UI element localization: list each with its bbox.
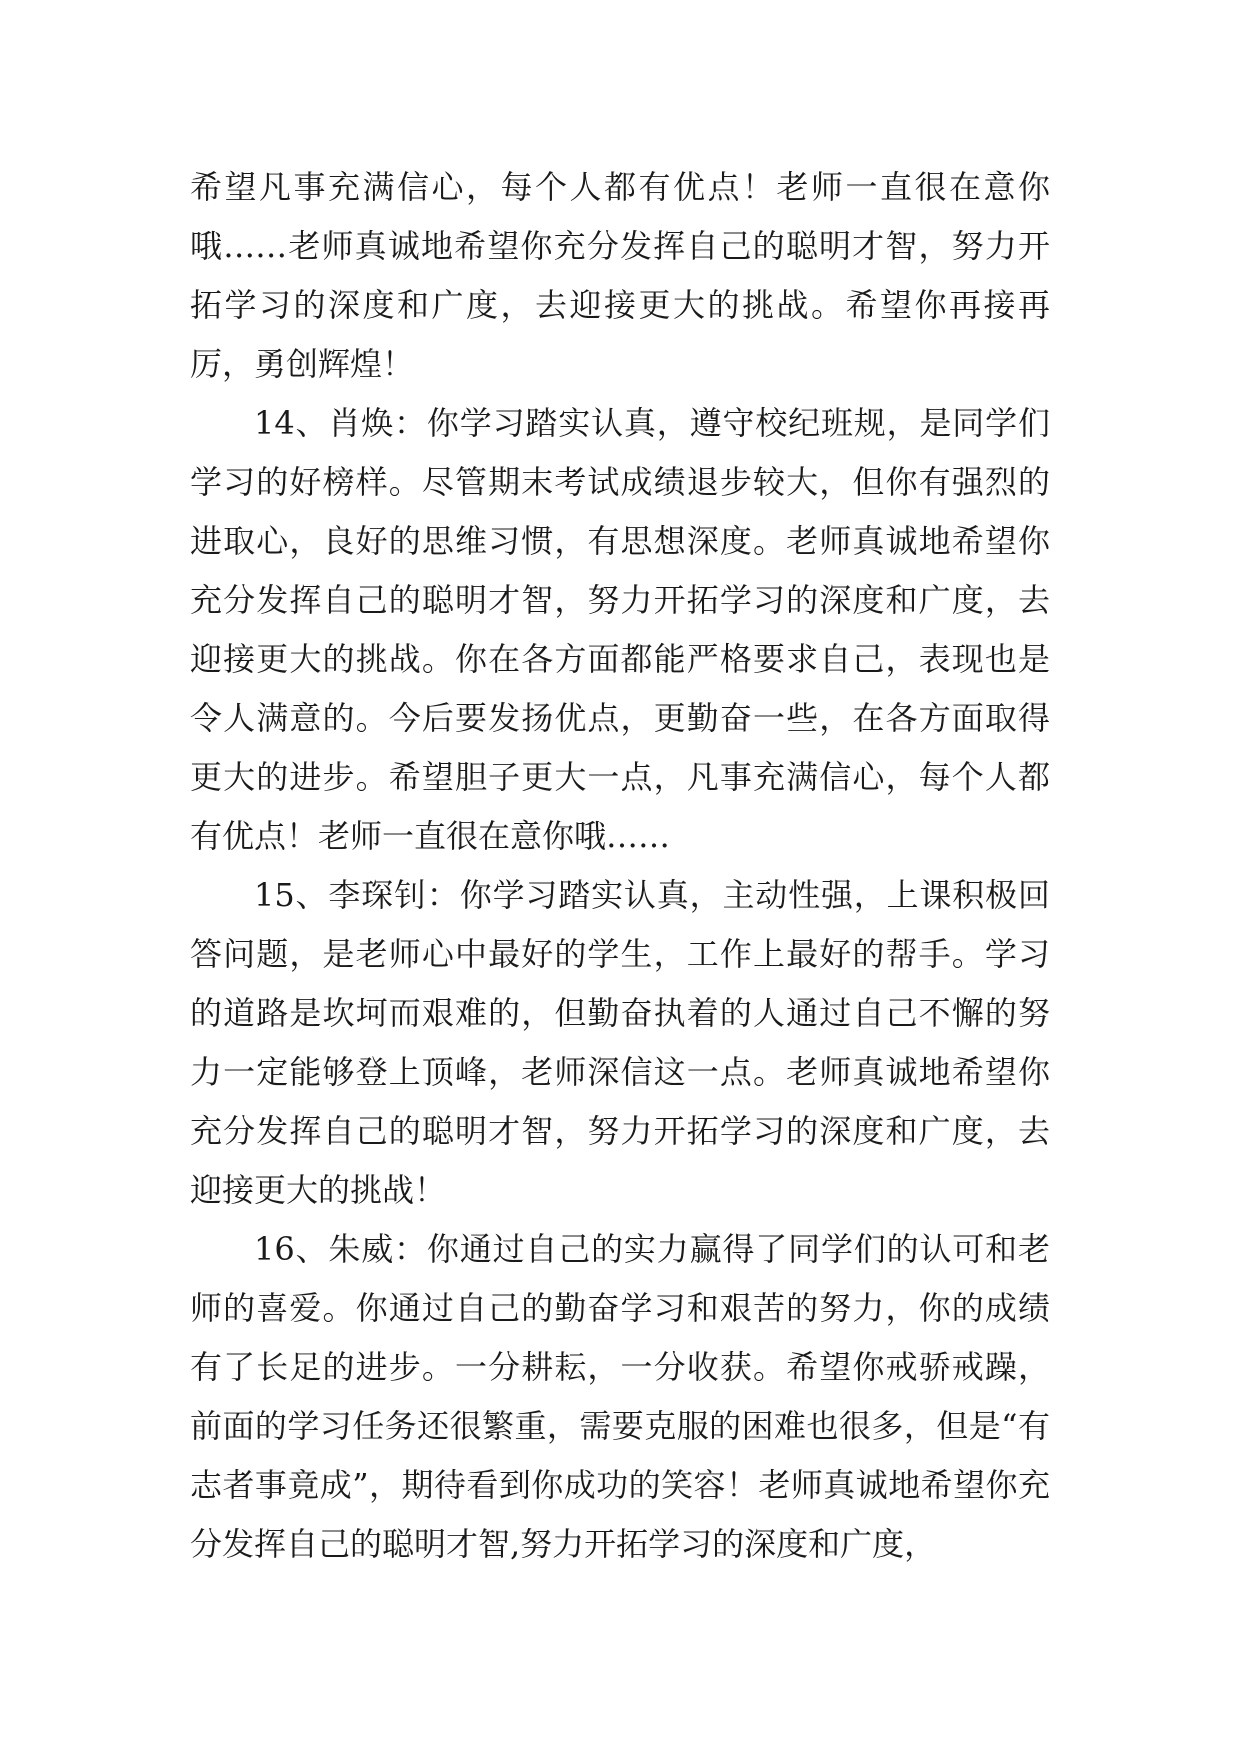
paragraph-continuation: 希望凡事充满信心，每个人都有优点！老师一直很在意你哦……老师真诚地希望你充分发挥自己的聪明才智，努力开拓学习的深度和广度，去迎接更大的挑战。希望你再接再厉，勇创辉煌！ (190, 168, 1050, 383)
document-body (190, 158, 1050, 1574)
paragraph-comment-14: 14、肖焕：你学习踏实认真，遵守校纪班规，是同学们学习的好榜样。尽管期末考试成绩退步较大，但你有强烈的进取心，良好的思维习惯，有思想深度。老师真诚地希望你充分发挥自己的聪明才智，努力开拓学习的深度和广度，去迎接更大的挑战。你在各方面都能严格要求自己，表现也是令人满意的。今后要发扬优点，更勤奋一些，在各方面取得更大的进步。希望胆子更大一点，凡事充满信心，每个人都有优点！老师一直很在意你哦…… (190, 404, 1050, 855)
paragraph-comment-16: 16、朱威：你通过自己的实力赢得了同学们的认可和老师的喜爱。你通过自己的勤奋学习和艰苦的努力，你的成绩有了长足的进步。一分耕耘，一分收获。希望你戒骄戒躁，前面的学习任务还很繁重，需要克服的困难也很多，但是“有志者事竟成”，期待看到你成功的笑容！老师真诚地希望你充分发挥自己的聪明才智,努力开拓学习的深度和广度， (190, 1230, 1050, 1563)
paragraph-comment-15: 15、李琛钊：你学习踏实认真，主动性强，上课积极回答问题，是老师心中最好的学生，工作上最好的帮手。学习的道路是坎坷而艰难的，但勤奋执着的人通过自己不懈的努力一定能够登上顶峰，老师深信这一点。老师真诚地希望你充分发挥自己的聪明才智，努力开拓学习的深度和广度，去迎接更大的挑战！ (190, 876, 1050, 1209)
